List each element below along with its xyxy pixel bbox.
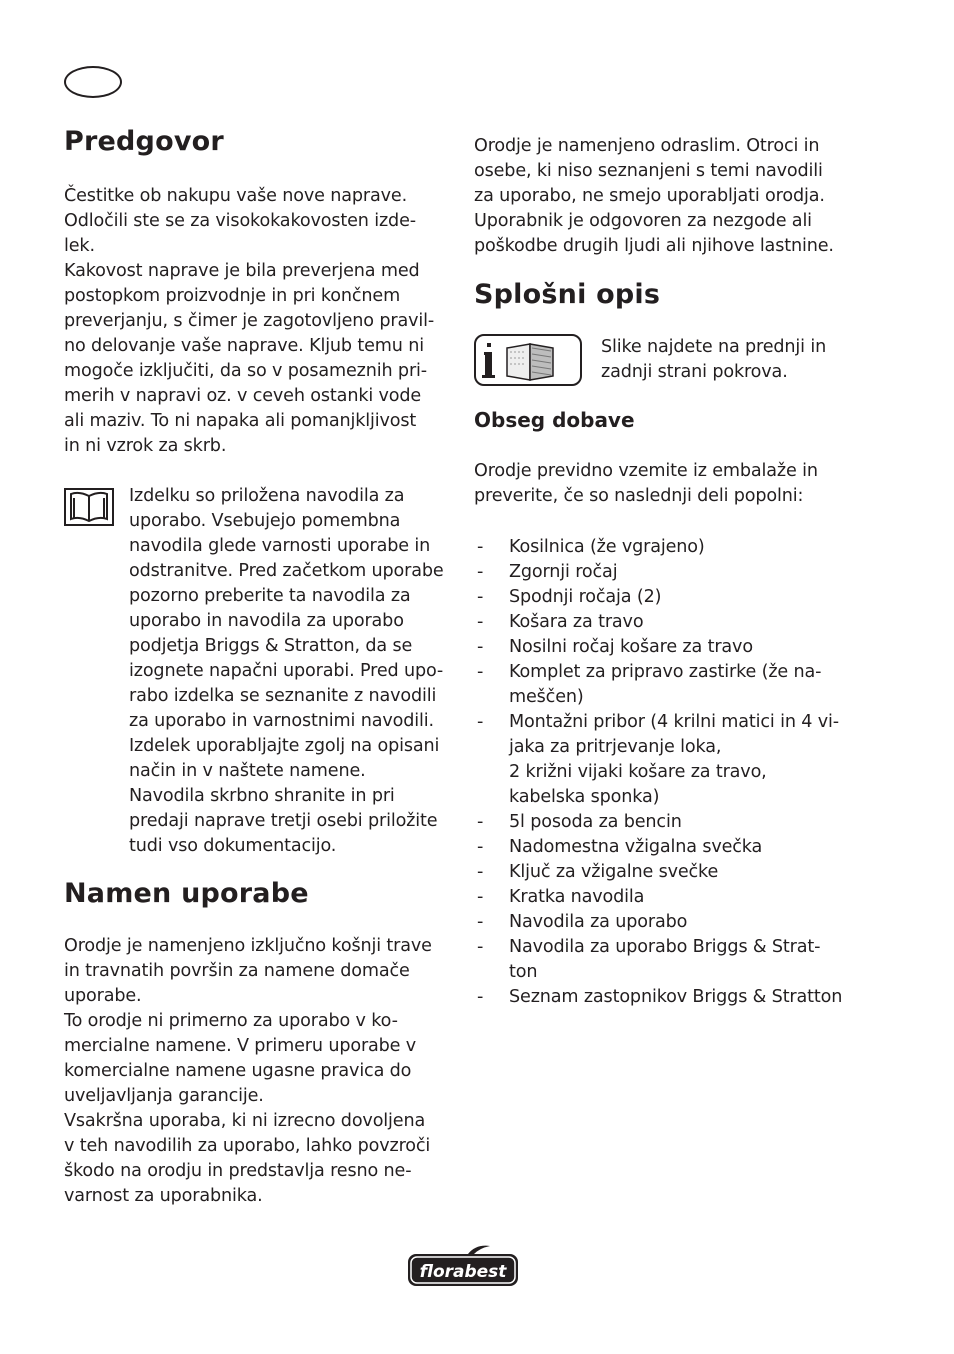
info-icon xyxy=(474,334,582,386)
list-item: - Nadomestna vžigalna svečka xyxy=(477,837,763,857)
list-item: - Kratka navodila xyxy=(477,887,645,907)
purpose-text: Orodje je namenjeno izključno košnji trave in travnatih površin za namene domače uporabe. To orodje ni primerno za uporabo v ko- mercialne namene. V primeru uporabe v komercialne namene ugasne pravica do uveljavljanja garancije. Vsakršna uporaba, ki ni izrecno dovoljena v teh navodilih za uporabo, lahko povzroči škodo na orodju in predstavlja resno ne- varnost za uporabnika. xyxy=(64,936,432,1206)
list-item: - Komplet za pripravo zastirke (že na- meščen) xyxy=(477,662,822,707)
preface-heading: Predgovor xyxy=(64,126,224,157)
list-item: - Kosilnica (že vgrajeno) xyxy=(477,537,705,557)
florabest-logo xyxy=(406,1244,520,1288)
list-item: - Navodila za uporabo xyxy=(477,912,688,932)
purpose-heading: Namen uporabe xyxy=(64,878,309,909)
language-badge xyxy=(64,66,122,98)
list-item: - Zgornji ročaj xyxy=(477,562,618,582)
list-item: - Ključ za vžigalne svečke xyxy=(477,862,719,882)
list-item: - Montažni pribor (4 krilni matici in 4 vi- jaka za pritrjevanje loka, 2 križni vijaki košare za travo, kabelska sponka) xyxy=(477,712,839,807)
list-item: - 5l posoda za bencin xyxy=(477,812,682,832)
delivery-intro: Orodje previdno vzemite iz embalaže in preverite, če so naslednji deli popolni: xyxy=(474,461,818,506)
info-note: Slike najdete na prednji in zadnji strani pokrova. xyxy=(601,337,827,382)
manual-note: Izdelku so priložena navodila za uporabo. Vsebujejo pomembna navodila glede varnosti uporabe in odstranitve. Pred začetkom uporabe pozorno preberite ta navodila za uporabo in navodila za uporabo podjetja Briggs & Stratton, da se izognete napačni uporabi. Pred upo- rabo izdelka se seznanite z navodili za uporabo in varnostnimi navodili. Izdelek uporabljajte zgolj na opisani način in v naštete namene. Navodila skrbno shranite in pri predaji naprave tretji osebi priložite tudi vso dokumentacijo. xyxy=(129,486,444,856)
list-item: - Košara za travo xyxy=(477,612,644,632)
adults-text: Orodje je namenjeno odraslim. Otroci in osebe, ki niso seznanjeni s temi navodili za uporabo, ne smejo uporabljati orodja. Uporabnik je odgovoren za nezgode ali poškodbe drugih ljudi ali njihove lastnine. xyxy=(474,136,834,256)
delivery-list xyxy=(474,535,842,1010)
list-item: - Seznam zastopnikov Briggs & Stratton xyxy=(477,987,843,1007)
general-description-heading: Splošni opis xyxy=(474,279,661,310)
brand-text: florabest xyxy=(419,1262,507,1282)
list-item: - Navodila za uporabo Briggs & Strat- ton xyxy=(477,937,821,982)
list-item: - Spodnji ročaja (2) xyxy=(477,587,662,607)
preface-text: Čestitke ob nakupu vaše nove naprave. Odločili ste se za visokokakovosten izde- lek. Kakovost naprave je bila preverjena med postopkom proizvodnje in pri končnem preverjanju, s čimer je zagotovljeno pravil- no delovanje vaše naprave. Kljub temu ni mogoče izključiti, da so v posameznih pri- merih v napravi oz. v ceveh ostanki vode ali maziv. To ni napaka ali pomanjkljivost in ni vzrok za skrb. xyxy=(64,186,435,456)
book-icon xyxy=(64,488,114,526)
list-item: - Nosilni ročaj košare za travo xyxy=(477,637,753,657)
delivery-scope-heading: Obseg dobave xyxy=(474,408,635,432)
